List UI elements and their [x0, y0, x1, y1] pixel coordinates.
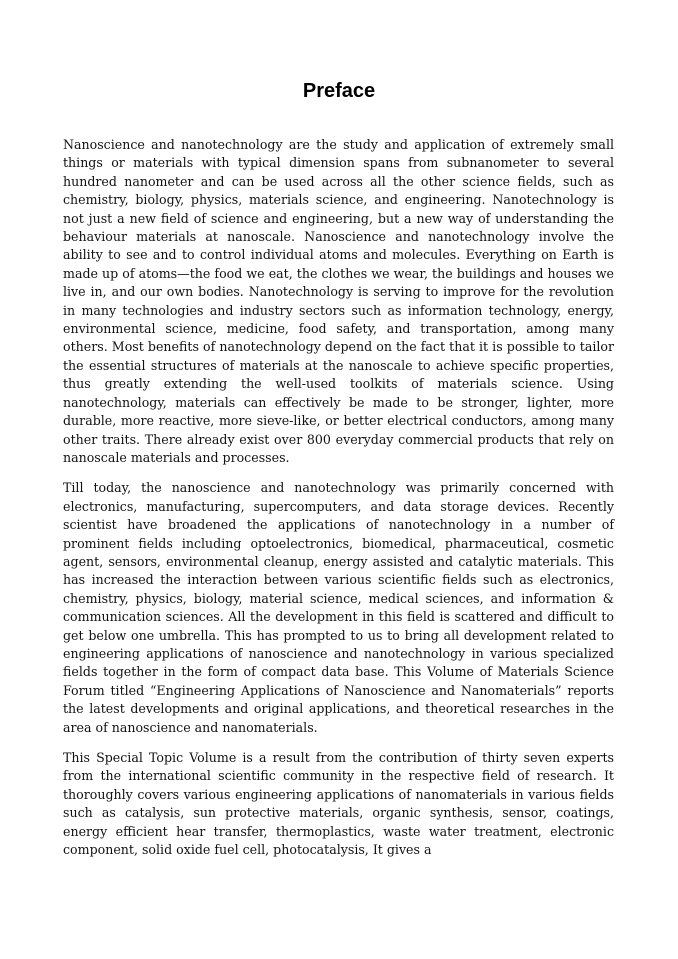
paragraph-2: Till today, the nanoscience and nanotechnology was primarily concerned with electronics, manufacturing, supercomputers, and data storage devices. Recently scientist have broadened the applications of nanotechnology in a number of prominent fields including optoelectronics, biomedical, pharmaceutical, cosmetic agent, sensors, environmental cleanup, energy assisted and catalytic materials. This has increased the interaction between various scientific fields such as electronics, chemistry, physics, biology, material science, medical sciences, and information & communication sciences. All the development in this field is scattered and difficult to get below one umbrella. This has prompted to us to bring all development related to engineering applications of nanoscience and nanotechnology in various specialized fields together in the form of compact data base. This Volume of Materials Science Forum titled “Engineering Applications of Nanoscience and Nanomaterials” reports the latest developments and original applications, and theoretical researches in the area of nanoscience and nanomaterials. [63, 480, 614, 735]
page-title: Preface [302, 80, 376, 102]
paragraph-1: Nanoscience and nanotechnology are the study and application of extremely small things or materials with typical dimension spans from subnanometer to several hundred nanometer and can be used across all the other science fields, such as chemistry, biology, physics, materials science, and engineering. Nanotechnology is not just a new field of science and engineering, but a new way of understanding the behaviour materials at nanoscale. Nanoscience and nanotechnology involve the ability to see and to control individual atoms and molecules. Everything on Earth is made up of atoms—the food we eat, the clothes we wear, the buildings and houses we live in, and our own bodies. Nanotechnology is serving to improve for the revolution in many technologies and industry sectors such as information technology, energy, environmental science, medicine, food safety, and transportation, among many others. Most benefits of nanotechnology depend on the fact that it is possible to tailor the essential structures of materials at the nanoscale to achieve specific properties, thus greatly extending the well-used toolkits of materials science. Using nanotechnology, materials can effectively be made to be stronger, lighter, more durable, more reactive, more sieve-like, or better electrical conductors, among many other traits. There already exist over 800 everyday commercial products that rely on nanoscale materials and processes. [63, 137, 614, 465]
paragraph-3: This Special Topic Volume is a result from the contribution of thirty seven experts from the international scientific community in the respective field of research. It thoroughly covers various engineering applications of nanomaterials in various fields such as catalysis, sun protective materials, organic synthesis, sensor, coatings, energy efficient hear transfer, thermoplastics, waste water treatment, electronic component, solid oxide fuel cell, photocatalysis, It gives a [63, 750, 614, 858]
document-body [63, 136, 614, 859]
